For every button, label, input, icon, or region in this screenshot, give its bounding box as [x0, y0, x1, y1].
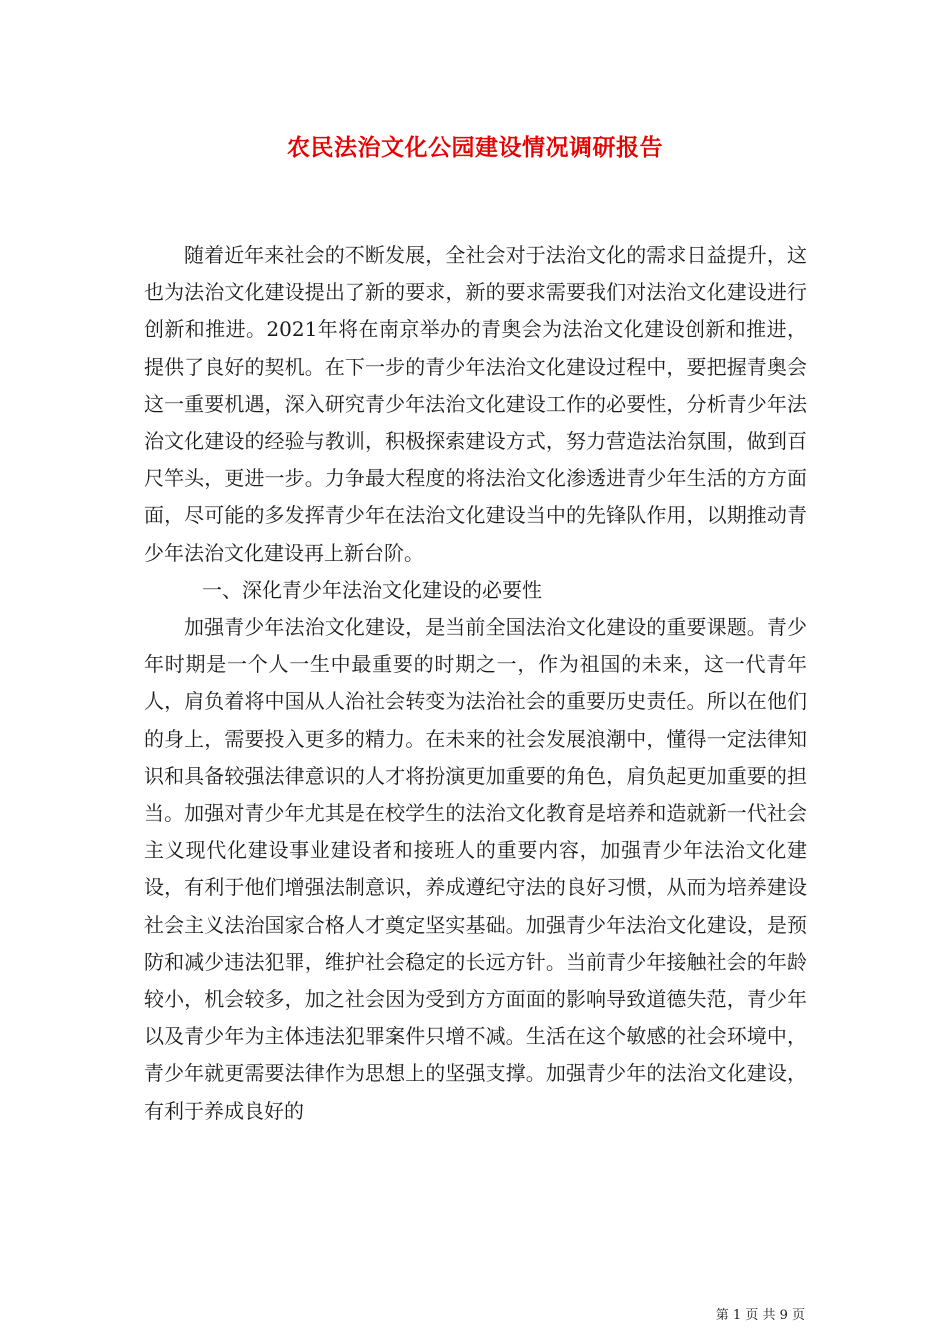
page-indicator: 第 1 页 共 9 页: [715, 1308, 805, 1323]
section-heading: 一、深化青少年法治文化建设的必要性: [202, 577, 542, 602]
document-title: 农民法治文化公园建设情况调研报告: [287, 134, 663, 161]
intro-paragraph: 随着近年来社会的不断发展，全社会对于法治文化的需求日益提升，这也为法治文化建设提出了新的要求，新的要求需要我们对法治文化建设进行创新和推进。2021年将在南京举办的青奥会为法治文化建设创新和推进，提供了良好的契机。在下一步的青少年法治文化建设过程中，要把握青奥会这一重要机遇，深入研究青少年法治文化建设工作的必要性，分析青少年法治文化建设的经验与教训，积极探索建设方式，努力营造法治氛围，做到百尺竿头，更进一步。力争最大程度的将法治文化渗透进青少年生活的方方面面，尽可能的多发挥青少年在法治文化建设当中的先锋队作用，以期推动青少年法治文化建设再上新台阶。: [144, 243, 807, 565]
section-paragraph: 加强青少年法治文化建设，是当前全国法治文化建设的重要课题。青少年时期是一个人一生中最重要的时期之一，作为祖国的未来，这一代青年人，肩负着将中国从人治社会转变为法治社会的重要历史责任。所以在他们的身上，需要投入更多的精力。在未来的社会发展浪潮中，懂得一定法律知识和具备较强法律意识的人才将扮演更加重要的角色，肩负起更加重要的担当。加强对青少年尤其是在校学生的法治文化教育是培养和造就新一代社会主义现代化建设事业建设者和接班人的重要内容，加强青少年法治文化建设，有利于他们增强法制意识，养成遵纪守法的良好习惯，从而为培养建设社会主义法治国家合格人才奠定坚实基础。加强青少年法治文化建设，是预防和减少违法犯罪，维护社会稳定的长远方针。当前青少年接触社会的年龄较小，机会较多，加之社会因为受到方方面面的影响导致道德失范，青少年以及青少年为主体违法犯罪案件只增不减。生活在这个敏感的社会环境中，青少年就更需要法律作为思想上的坚强支撑。加强青少年的法治文化建设，有利于养成良好的: [144, 615, 807, 1123]
document-body: [144, 237, 807, 1130]
